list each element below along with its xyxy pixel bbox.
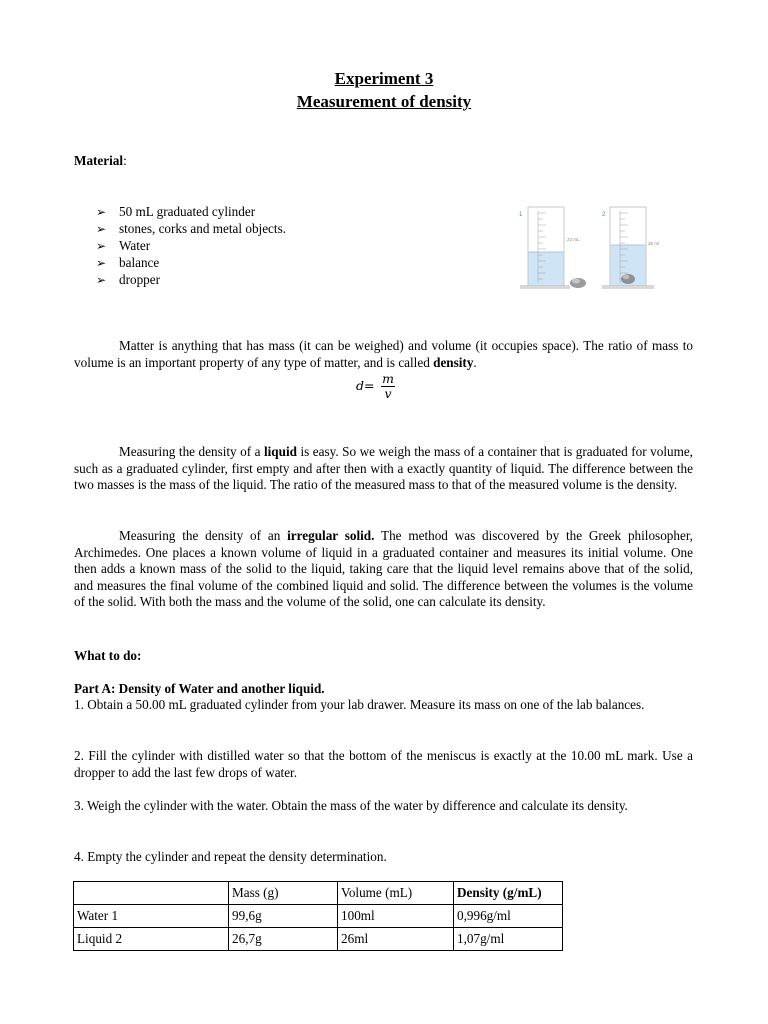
formula-lhs: d= bbox=[356, 378, 375, 393]
table-cell: 100ml bbox=[338, 905, 454, 928]
liquid-paragraph bbox=[74, 444, 693, 494]
material-heading-label: Material bbox=[74, 153, 124, 168]
cylinder-2 bbox=[602, 207, 659, 289]
cylinder-1 bbox=[519, 207, 586, 289]
figure-label-1: 1 bbox=[519, 212, 523, 218]
solid-paragraph bbox=[74, 528, 693, 611]
table-cell: 1,07g/ml bbox=[454, 928, 563, 951]
formula-fraction bbox=[381, 372, 395, 401]
table-header-cell: Density (g/mL) bbox=[454, 882, 563, 905]
solid-bold-term: irregular solid. bbox=[287, 528, 375, 543]
experiment-title: Experiment 3 bbox=[334, 69, 434, 88]
solid-text: Measuring the density of an bbox=[119, 528, 288, 543]
table-cell: Water 1 bbox=[74, 905, 229, 928]
material-item bbox=[96, 254, 286, 271]
reading-1: 22 mL bbox=[567, 237, 580, 242]
material-item-label: dropper bbox=[119, 272, 161, 287]
water-level-1 bbox=[529, 252, 564, 285]
material-item bbox=[96, 237, 286, 254]
intro-text: Matter is anything that has mass (it can be weighed) and volume (it occupies space). The ratio of mass to volume is an important property of any type of matter, and is called bbox=[74, 338, 693, 370]
liquid-bold-term: liquid bbox=[263, 444, 297, 459]
intro-text-end: . bbox=[473, 354, 477, 370]
material-item-label: Water bbox=[119, 238, 151, 253]
table-header-cell bbox=[74, 882, 229, 905]
table-header-row bbox=[74, 882, 563, 905]
liquid-text-end: is easy. So we weigh the mass of a container that is graduated for volume, such as a graduated cylinder, first empty and after then with a exactly quantity of liquid. The difference between the two masses is the mass of the liquid. The ratio of the measured mass to that of the measured volume is the density. bbox=[74, 444, 693, 493]
material-item bbox=[96, 203, 286, 220]
material-heading-colon: : bbox=[123, 153, 127, 168]
material-heading bbox=[74, 153, 693, 170]
what-to-do-heading: What to do: bbox=[74, 648, 142, 663]
arrow-bullet-icon: ➢ bbox=[96, 222, 107, 236]
table-cell: 0,996g/ml bbox=[454, 905, 563, 928]
material-item bbox=[96, 271, 286, 288]
reading-2: 26 ml bbox=[648, 241, 660, 246]
part-a-heading: Part A: Density of Water and another liquid. bbox=[74, 681, 325, 696]
table-cell: 26,7g bbox=[229, 928, 338, 951]
arrow-bullet-icon: ➢ bbox=[96, 205, 107, 219]
formula-numerator: m bbox=[382, 371, 394, 386]
arrow-bullet-icon: ➢ bbox=[96, 273, 107, 287]
material-list bbox=[96, 203, 286, 288]
material-item bbox=[96, 220, 286, 237]
table-cell: Liquid 2 bbox=[74, 928, 229, 951]
formula-denominator: v bbox=[384, 386, 392, 401]
arrow-bullet-icon: ➢ bbox=[96, 256, 107, 270]
intro-paragraph bbox=[74, 338, 693, 371]
material-item-label: stones, corks and metal objects. bbox=[119, 221, 287, 236]
density-results-table bbox=[73, 881, 563, 951]
experiment-subtitle: Measurement of density bbox=[296, 92, 472, 111]
liquid-text: Measuring the density of a bbox=[119, 444, 264, 459]
material-item-label: balance bbox=[119, 255, 160, 270]
step-3: 3. Weigh the cylinder with the water. Obtain the mass of the water by difference and calculate its density. bbox=[74, 798, 628, 813]
step-1: 1. Obtain a 50.00 mL graduated cylinder from your lab drawer. Measure its mass on one of the lab balances. bbox=[74, 697, 645, 712]
table-header-cell: Volume (mL) bbox=[338, 882, 454, 905]
table-row bbox=[74, 928, 563, 951]
table-cell: 26ml bbox=[338, 928, 454, 951]
step-4: 4. Empty the cylinder and repeat the density determination. bbox=[74, 849, 387, 864]
table-cell: 99,6g bbox=[229, 905, 338, 928]
table-header-cell: Mass (g) bbox=[229, 882, 338, 905]
graduated-cylinders-figure bbox=[516, 205, 660, 291]
material-item-label: 50 mL graduated cylinder bbox=[119, 204, 256, 219]
table-row bbox=[74, 905, 563, 928]
arrow-bullet-icon: ➢ bbox=[96, 239, 107, 253]
solid-text-end: The method was discovered by the Greek philosopher, Archimedes. One places a known volume of liquid in a graduated container and measures its initial volume. One then adds a known mass of the solid to the liquid, taking care that the liquid level remains above that of the solid, and measures the final volume of the combined liquid and solid. The difference between the volumes is the volume of the solid. With both the mass and the volume of the solid, one can calculate its density. bbox=[74, 528, 693, 610]
step-2: 2. Fill the cylinder with distilled water so that the bottom of the meniscus is exactly at the 10.00 mL mark. Use a dropper to add the last few drops of water. bbox=[74, 748, 693, 780]
intro-bold-term: density bbox=[433, 354, 474, 370]
figure-label-2: 2 bbox=[602, 212, 606, 218]
